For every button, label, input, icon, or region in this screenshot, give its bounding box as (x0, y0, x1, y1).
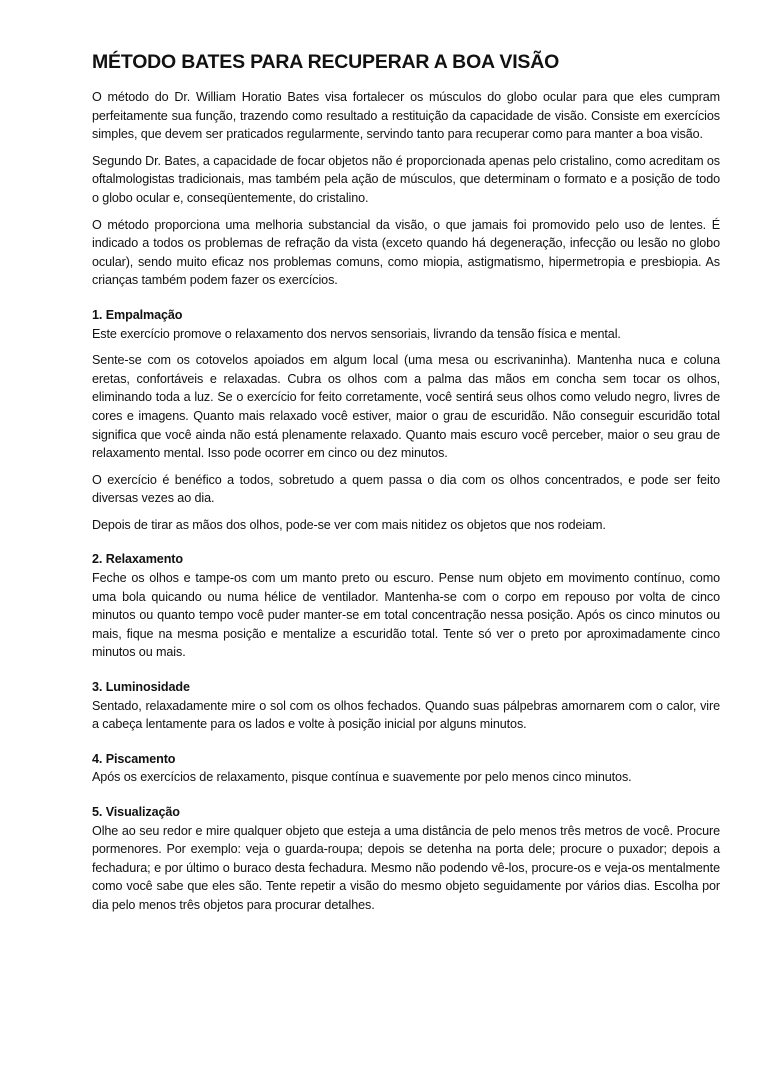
section-paragraph: Feche os olhos e tampe-os com um manto preto ou escuro. Pense num objeto em movimento contínuo, como uma bola quicando ou numa hélice de ventilador. Mantenha-se com o corpo em repouso por volta de cinco minutos ou quanto tempo você puder manter-se em total concentração nessa posição. Após os cinco minutos ou mais, fique na mesma posição e mentalize a escuridão total. Tente só ver o preto por aproximadamente cinco minutos ou mais. (92, 571, 720, 660)
intro-paragraph: O método proporciona uma melhoria substancial da visão, o que jamais foi promovido pelo uso de lentes. É indicado a todos os problemas de refração da vista (exceto quando há degeneração, infecção ou lesão no globo ocular), sendo muito eficaz nos problemas comuns, como miopia, astigmatismo, hipermetropia e presbiopia. As crianças também podem fazer os exercícios. (92, 217, 720, 288)
section-heading: 1. Empalmação (92, 307, 183, 322)
section-visualizacao (92, 803, 720, 915)
document-title: MÉTODO BATES PARA RECUPERAR A BOA VISÃO (92, 51, 560, 73)
intro-paragraph: O método do Dr. William Horatio Bates visa fortalecer os músculos do globo ocular para que eles cumpram perfeitamente sua função, trazendo como resultado a restituição da capacidade de visão. Consiste em exercícios simples, que devem ser praticados regularmente, servindo tanto para recuperar como para manter a boa visão. (92, 90, 720, 142)
section-luminosidade (92, 678, 720, 734)
section-paragraph: Sente-se com os cotovelos apoiados em algum local (uma mesa ou escrivaninha). Mantenha nuca e coluna eretas, confortáveis e relaxadas. Cubra os olhos com a palma das mãos em concha sem tocar os olhos, eliminando toda a luz. Se o exercício for feito corretamente, você sentirá seus olhos como veludo negro, livres de cores e imagens. Quanto mais relaxado você estiver, maior o grau de escuridão. Não conseguir escuridão total significa que você ainda não está plenamente relaxado. Quanto mais escuro você perceber, maior o seu grau de relaxamento mental. Isso pode ocorrer em cinco ou dez minutos. (92, 353, 720, 461)
section-heading: 5. Visualização (92, 805, 180, 819)
section-paragraph: Após os exercícios de relaxamento, pisque contínua e suavemente por pelo menos cinco minutos. (92, 770, 632, 785)
section-piscamento (92, 750, 720, 787)
section-relaxamento (92, 550, 720, 662)
section-paragraph: Depois de tirar as mãos dos olhos, pode-se ver com mais nitidez os objetos que nos rodeiam. (92, 517, 606, 532)
section-heading: 4. Piscamento (92, 751, 176, 766)
intro-block (92, 88, 720, 290)
section-paragraph: O exercício é benéfico a todos, sobretudo a quem passa o dia com os olhos concentrados, e pode ser feito diversas vezes ao dia. (92, 472, 720, 506)
section-paragraph: Este exercício promove o relaxamento dos nervos sensoriais, livrando da tensão física e mental. (92, 326, 621, 341)
section-heading: 2. Relaxamento (92, 552, 183, 567)
section-paragraph: Sentado, relaxadamente mire o sol com os olhos fechados. Quando suas pálpebras amornarem com o calor, vire a cabeça lentamente para os lados e volte à posição inicial por alguns minutos. (92, 698, 720, 732)
section-heading: 3. Luminosidade (92, 680, 190, 695)
section-paragraph: Olhe ao seu redor e mire qualquer objeto que esteja a uma distância de pelo menos três metros de você. Procure pormenores. Por exemplo: veja o guarda-roupa; depois se detenha na porta dele; procure o puxador; depois a fechadura; e por último o buraco desta fechadura. Mesmo não podendo vê-los, procure-os e veja-os mentalmente como você sabe que eles são. Tente repetir a visão do mesmo objeto seguidamente por vários dias. Escolha por dia pelo menos três objetos para procurar detalhes. (92, 823, 720, 912)
document-page (92, 50, 720, 923)
section-empalmacao (92, 306, 720, 535)
intro-paragraph: Segundo Dr. Bates, a capacidade de focar objetos não é proporcionada apenas pelo cristalino, como acreditam os oftalmologistas tradicionais, mas também pela ação de músculos, que determinam o formato e a posição de todo o globo ocular e, conseqüentemente, do cristalino. (92, 153, 720, 205)
